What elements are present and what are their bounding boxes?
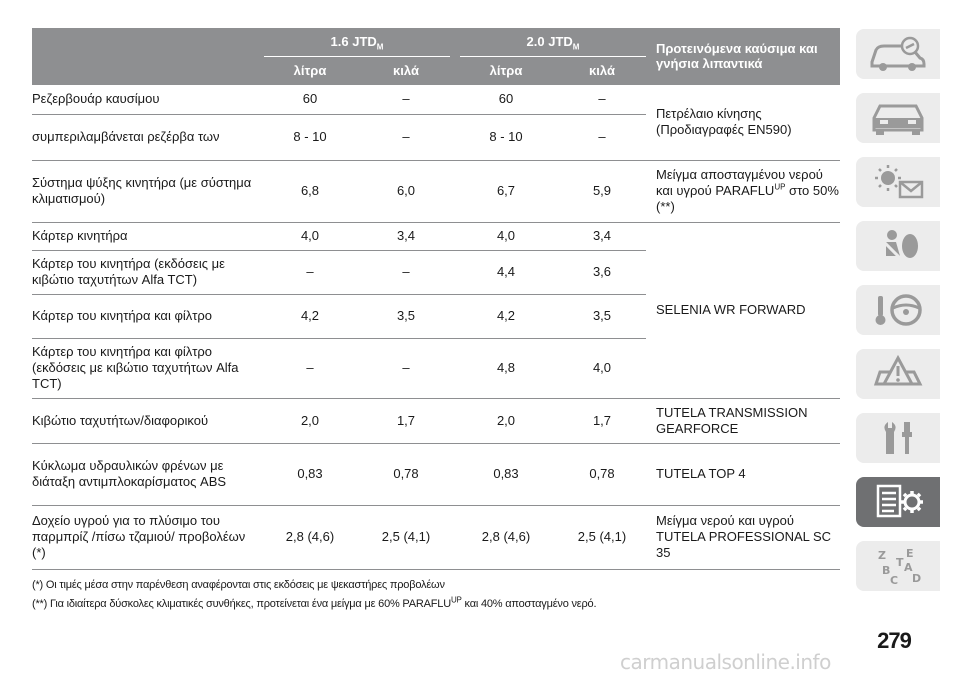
technical-data-icon [866, 482, 930, 522]
value-cell: 2,8 (4,6) [264, 505, 356, 569]
row-label: Δοχείο υγρού για το πλύσιμο του παρμπρίζ /πίσω τζαμιού/ προβολέων (*) [32, 505, 264, 569]
fuel-diesel: Πετρέλαιο κίνησης (Προδιαγραφές EN590) [646, 84, 840, 160]
value-cell: 2,0 [460, 398, 552, 443]
value-cell: 3,5 [362, 294, 450, 338]
value-cell: 3,6 [558, 250, 646, 294]
value-cell: 4,0 [264, 222, 356, 250]
header-unit-kilos-2: κιλά [558, 56, 646, 84]
row-label: Κάρτερ του κινητήρα (εκδόσεις με κιβώτιο ταχυτήτων Alfa TCT) [32, 250, 264, 294]
value-cell: – [362, 338, 450, 398]
value-cell: – [558, 114, 646, 160]
watermark: carmanualsonline.info [620, 650, 831, 674]
table-row [32, 222, 840, 250]
chapter-tab-maintenance[interactable] [856, 413, 940, 463]
table-row [32, 398, 840, 443]
header-engine-2: 2.0 $JTD_M$ [460, 28, 646, 56]
svg-text:T: T [896, 556, 904, 569]
svg-text:Z: Z [878, 549, 886, 562]
value-cell: 4,0 [460, 222, 552, 250]
chapter-tab-emergency[interactable] [856, 349, 940, 399]
chapter-tab-car-info[interactable] [856, 29, 940, 79]
table-row [32, 160, 840, 222]
value-cell: 4,0 [558, 338, 646, 398]
chapter-tab-safety[interactable] [856, 221, 940, 271]
svg-text:C: C [890, 574, 899, 586]
chapter-tab-technical-data[interactable] [856, 477, 940, 527]
svg-text:B: B [882, 564, 891, 577]
steering-key-icon [866, 290, 930, 330]
chapter-sidebar [856, 29, 940, 605]
car-info-icon [866, 34, 930, 74]
value-cell: 2,5 (4,1) [558, 505, 646, 569]
value-cell: 60 [264, 84, 356, 114]
row-label: συμπεριλαμβάνεται ρεζέρβα των [32, 114, 264, 160]
value-cell: – [264, 250, 356, 294]
value-cell: 3,4 [362, 222, 450, 250]
table-row [32, 505, 840, 569]
svg-text:A: A [904, 561, 913, 574]
row-label: Κύκλωμα υδραυλικών φρένων με διάταξη αντιμπλοκαρίσματος ABS [32, 443, 264, 505]
value-cell: 60 [460, 84, 552, 114]
value-cell: 6,0 [362, 160, 450, 222]
value-cell: 6,7 [460, 160, 552, 222]
chapter-tab-warning-lights[interactable] [856, 157, 940, 207]
value-cell: 8 - 10 [264, 114, 356, 160]
value-cell: 6,8 [264, 160, 356, 222]
row-label: Κάρτερ κινητήρα [32, 222, 264, 250]
footnotes [32, 576, 840, 614]
row-label: Κάρτερ του κινητήρα και φίλτρο [32, 294, 264, 338]
value-cell: – [362, 114, 450, 160]
chapter-tab-dashboard[interactable] [856, 93, 940, 143]
header-fuel-column: Προτεινόμενα καύσιμα και γνήσια λιπαντικά [646, 28, 840, 84]
value-cell: 3,4 [558, 222, 646, 250]
header-unit-litres-2: λίτρα [460, 56, 552, 84]
fuel-tutela-transmission: TUTELA TRANSMISSION GEARFORCE [646, 398, 840, 443]
header-engine-1: 1.6 $JTD_M$ [264, 28, 450, 56]
value-cell: 2,0 [264, 398, 356, 443]
value-cell: 0,83 [460, 443, 552, 505]
technical-data-section [32, 28, 840, 614]
value-cell: 0,78 [558, 443, 646, 505]
value-cell: 5,9 [558, 160, 646, 222]
value-cell: 1,7 [362, 398, 450, 443]
footnote-2: (**) Για ιδιαίτερα δύσκολες κλιματικές συνθήκες, προτείνεται ένα μείγμα με 60% $PARAFLU^{UP}$ και 40% αποσταγμένο νερό. [32, 594, 597, 610]
value-cell: – [362, 250, 450, 294]
value-cell: 1,7 [558, 398, 646, 443]
svg-text:D: D [912, 572, 922, 585]
breakdown-warning-icon [866, 354, 930, 394]
car-dashboard-icon [866, 98, 930, 138]
row-label: Κιβώτιο ταχυτήτων/διαφορικού [32, 398, 264, 443]
capacities-table [32, 28, 840, 570]
value-cell: 4,8 [460, 338, 552, 398]
table-row [32, 84, 840, 114]
chapter-tab-starting-driving[interactable] [856, 285, 940, 335]
airbag-safety-icon [866, 226, 930, 266]
warning-lights-icon [866, 162, 930, 202]
value-cell: 2,8 (4,6) [460, 505, 552, 569]
value-cell: 0,78 [362, 443, 450, 505]
value-cell: 2,5 (4,1) [362, 505, 450, 569]
fuel-coolant: Μείγμα αποσταγμένου νερού και υγρού $PARAFLU^{UP}$ στο 50% (**) [646, 160, 840, 222]
value-cell: – [264, 338, 356, 398]
svg-text:E: E [906, 547, 914, 560]
chapter-tab-index[interactable] [856, 541, 940, 591]
row-label: Σύστημα ψύξης κινητήρα (με σύστημα κλιματισμού) [32, 160, 264, 222]
footnote-1: (*) Οι τιμές μέσα στην παρένθεση αναφέρονται στις εκδόσεις με ψεκαστήρες προβολέων [32, 578, 445, 591]
value-cell: 4,4 [460, 250, 552, 294]
alphabet-index-icon [866, 546, 930, 586]
value-cell: 3,5 [558, 294, 646, 338]
value-cell: 8 - 10 [460, 114, 552, 160]
header-blank-cell [32, 28, 264, 84]
page-number: 279 [877, 628, 911, 653]
fuel-tutela-professional: Μείγμα νερού και υγρού TUTELA PROFESSIONAL SC 35 [646, 505, 840, 569]
row-label: Ρεζερβουάρ καυσίμου [32, 84, 264, 114]
value-cell: 0,83 [264, 443, 356, 505]
value-cell: – [558, 84, 646, 114]
value-cell: 4,2 [264, 294, 356, 338]
fuel-selenia: SELENIA WR FORWARD [646, 222, 840, 398]
fuel-tutela-top: TUTELA TOP 4 [646, 443, 840, 505]
maintenance-tools-icon [866, 418, 930, 458]
row-label: Κάρτερ του κινητήρα και φίλτρο (εκδόσεις με κιβώτιο ταχυτήτων Alfa TCT) [32, 338, 264, 398]
value-cell: – [362, 84, 450, 114]
header-unit-litres-1: λίτρα [264, 56, 356, 84]
value-cell: 4,2 [460, 294, 552, 338]
header-unit-kilos-1: κιλά [362, 56, 450, 84]
header-spacer [450, 28, 460, 84]
table-row [32, 443, 840, 505]
